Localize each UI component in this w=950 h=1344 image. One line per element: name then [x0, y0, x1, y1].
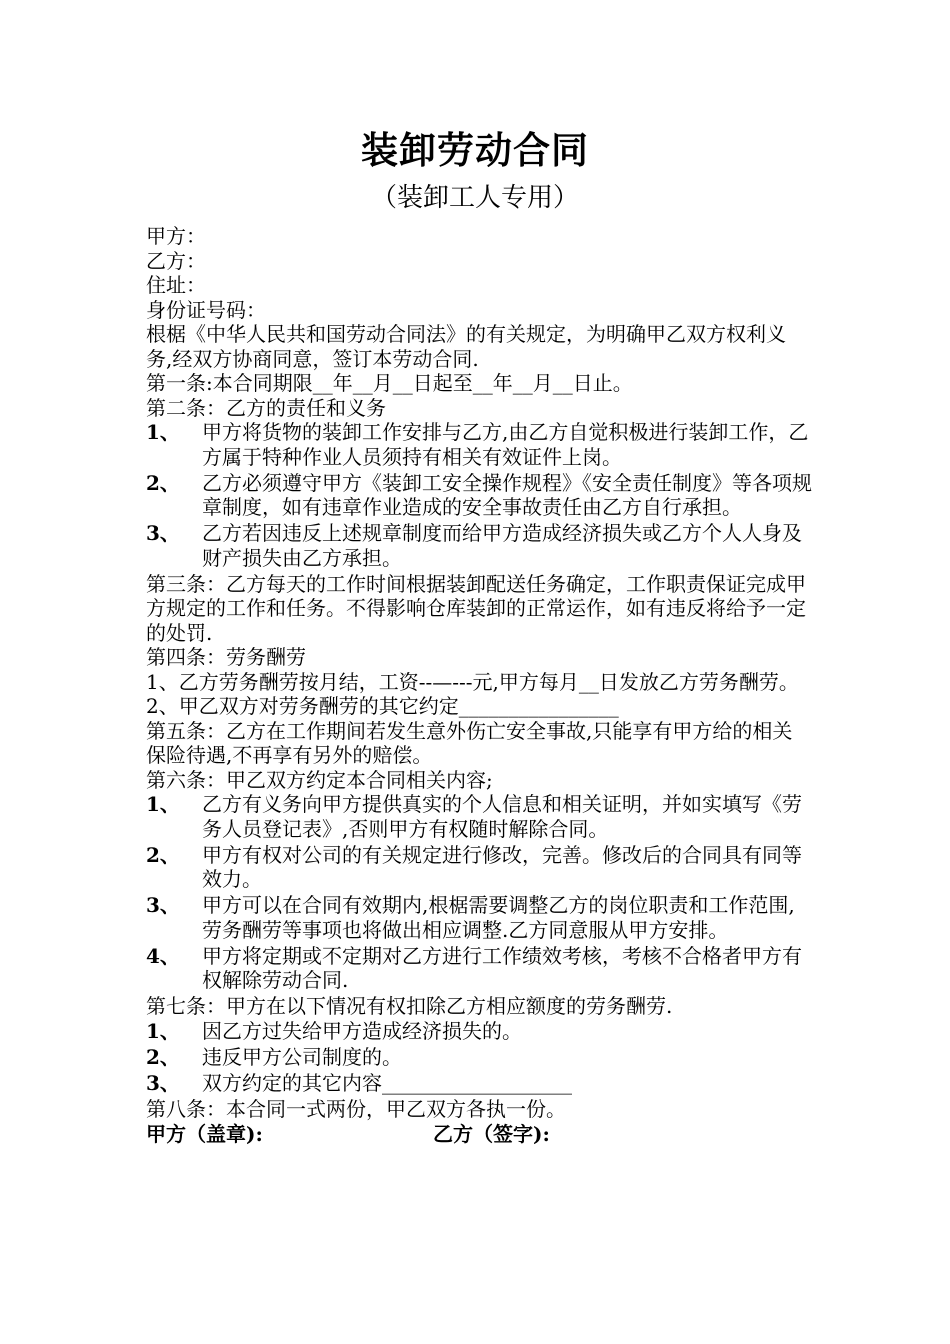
party-b-signature-label: 乙方（签字): [433, 1122, 550, 1146]
article-8: 第八条：本合同一式两份，甲乙双方各执一份。 [146, 1096, 566, 1121]
article-7-item [146, 1019, 812, 1044]
signature-row [146, 1122, 812, 1147]
article-7-heading: 第七条：甲方在以下情况有权扣除乙方相应额度的劳务酬劳. [146, 994, 673, 1018]
article-4-heading: 第四条：劳务酬劳 [146, 645, 306, 669]
article-4-paragraph-2: 2、甲乙双方对劳务酬劳的其它约定________________ [146, 694, 619, 718]
article-2-item [146, 471, 812, 520]
article-6-item [146, 893, 812, 942]
article-6-item [146, 843, 812, 892]
party-b-field: 乙方： [146, 248, 206, 273]
item-number: 3、 [146, 521, 180, 545]
item-text: 甲方可以在合同有效期内,根椐需要调整乙方的岗位职责和工作范围,劳务酬劳等事项也将做出相应调整.乙方同意服从甲方安排。 [202, 893, 795, 942]
item-number: 4、 [146, 943, 180, 968]
article-2-item [146, 521, 812, 570]
item-text: 乙方必须遵守甲方《装卸工安全操作规程》《安全责任制度》等各项规章制度，如有违章作业造成的安全事故责任由乙方自行承担。 [202, 470, 812, 519]
item-text: 违反甲方公司制度的。 [202, 1044, 402, 1069]
id-number-field: 身份证号码： [146, 297, 266, 322]
item-text: 甲方将货物的装卸工作安排与乙方,由乙方自觉积极进行装卸工作，乙方属于特种作业人员须持有相关有效证件上岗。 [202, 420, 809, 469]
document-subtitle: （装卸工人专用） [370, 183, 579, 213]
intro-paragraph: 根椐《中华人民共和国劳动合同法》的有关规定，为明确甲乙双方权利义务,经双方协商同意，签订本劳动合同. [146, 322, 786, 371]
item-number: 2、 [146, 1044, 180, 1069]
item-text: 甲方有权对公司的有关规定进行修改，完善。修改后的合同具有同等效力。 [202, 842, 802, 891]
article-2-item [146, 420, 812, 469]
article-6-item [146, 944, 812, 993]
item-number: 1、 [146, 420, 180, 444]
item-text: 乙方若因违反上述规章制度而给甲方造成经济损失或乙方个人人身及财产损失由乙方承担。 [202, 521, 802, 570]
party-a-field: 甲方： [146, 224, 206, 248]
item-number: 2、 [146, 842, 180, 867]
article-7-item [146, 1045, 812, 1070]
article-7-item [146, 1071, 812, 1096]
item-number: 1、 [146, 792, 180, 816]
article-3: 第三条：乙方每天的工作时间根据装卸配送任务确定，工作职责保证完成甲方规定的工作和任务。不得影响仓库装卸的正常运作，如有违反将给予一定的处罚. [146, 571, 806, 645]
item-number: 3、 [146, 1070, 180, 1095]
document-title: 装卸劳动合同 [361, 128, 589, 172]
item-text: 乙方有义务向甲方提供真实的个人信息和相关证明，并如实填写《劳务人员登记表》,否则甲方有权随时解除合同。 [202, 792, 802, 841]
article-6-heading: 第六条：甲乙双方约定本合同相关内容; [146, 767, 493, 792]
article-4-paragraph-1: 1、乙方劳务酬劳按月结，工资--—---元,甲方每月__日发放乙方劳务酬劳。 [146, 669, 799, 694]
item-number: 1、 [146, 1018, 180, 1043]
article-2-heading: 第二条：乙方的责任和义务 [146, 395, 386, 420]
item-text: 双方约定的其它内容___________________ [202, 1070, 572, 1095]
article-1: 第一条:本合同期限__年__月__日起至__年__月__日止。 [146, 371, 633, 395]
contract-body [146, 224, 812, 1147]
item-number: 2、 [146, 470, 180, 495]
item-number: 3、 [146, 893, 180, 917]
party-a-seal-label: 甲方（盖章): [146, 1122, 263, 1146]
article-5: 第五条：乙方在工作期间若发生意外伤亡安全事故,只能享有甲方给的相关保险待遇,不再享有另外的赔偿。 [146, 718, 793, 767]
item-text: 因乙方过失给甲方造成经济损失的。 [202, 1018, 522, 1043]
article-6-item [146, 792, 812, 841]
item-text: 甲方将定期或不定期对乙方进行工作绩效考核，考核不合格者甲方有权解除劳动合同. [202, 943, 802, 992]
address-field: 住址： [146, 273, 206, 297]
